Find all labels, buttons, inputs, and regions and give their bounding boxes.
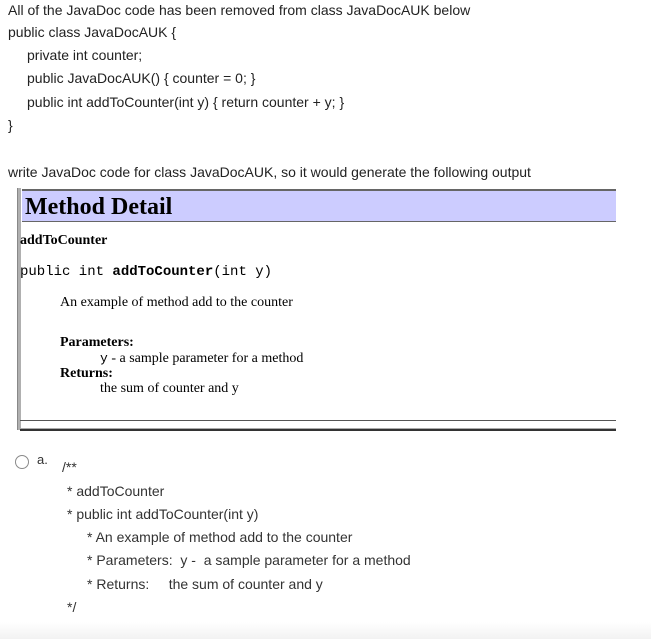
parameter-name: y: [100, 351, 108, 366]
code-line: public JavaDocAUK() { counter = 0; }: [27, 70, 256, 86]
option-line: * An example of method add to the counter: [87, 529, 353, 545]
parameter-description: - a sample parameter for a method: [107, 351, 304, 366]
question-instruction: write JavaDoc code for class JavaDocAUK, so it would generate the following output: [8, 164, 531, 180]
option-line: * Parameters: y - a sample parameter for a method: [87, 552, 411, 568]
divider: [20, 420, 616, 421]
option-line: */: [67, 599, 77, 615]
returns-description: the sum of counter and y: [100, 381, 239, 396]
parameter-entry: [100, 351, 303, 367]
method-name: addToCounter: [20, 233, 108, 248]
javadoc-left-border: [17, 188, 21, 430]
bottom-fade: [0, 622, 651, 639]
method-detail-header: Method Detail: [22, 189, 616, 222]
signature-prefix: public int: [20, 264, 113, 280]
option-a-radio[interactable]: [15, 455, 29, 469]
divider: [20, 428, 616, 431]
signature-suffix: (int y): [213, 264, 273, 280]
code-line: }: [8, 117, 13, 133]
code-line: public class JavaDocAUK {: [8, 24, 177, 40]
question-intro: All of the JavaDoc code has been removed from class JavaDocAUK below: [8, 2, 471, 18]
javadoc-output: [17, 188, 616, 432]
code-line: private int counter;: [27, 47, 143, 63]
option-a-label: a.: [37, 452, 48, 467]
option-line: /**: [62, 459, 77, 475]
returns-label: Returns:: [60, 366, 113, 381]
option-line: * addToCounter: [67, 483, 165, 499]
signature-name: addToCounter: [112, 264, 214, 280]
parameters-label: Parameters:: [60, 335, 134, 350]
option-line: * public int addToCounter(int y): [67, 506, 259, 522]
method-signature: [20, 264, 272, 280]
method-description: An example of method add to the counter: [60, 295, 293, 310]
option-line: * Returns: the sum of counter and y: [87, 576, 323, 592]
answer-option-a[interactable]: [15, 452, 635, 622]
code-line: public int addToCounter(int y) { return counter + y; }: [27, 94, 345, 110]
